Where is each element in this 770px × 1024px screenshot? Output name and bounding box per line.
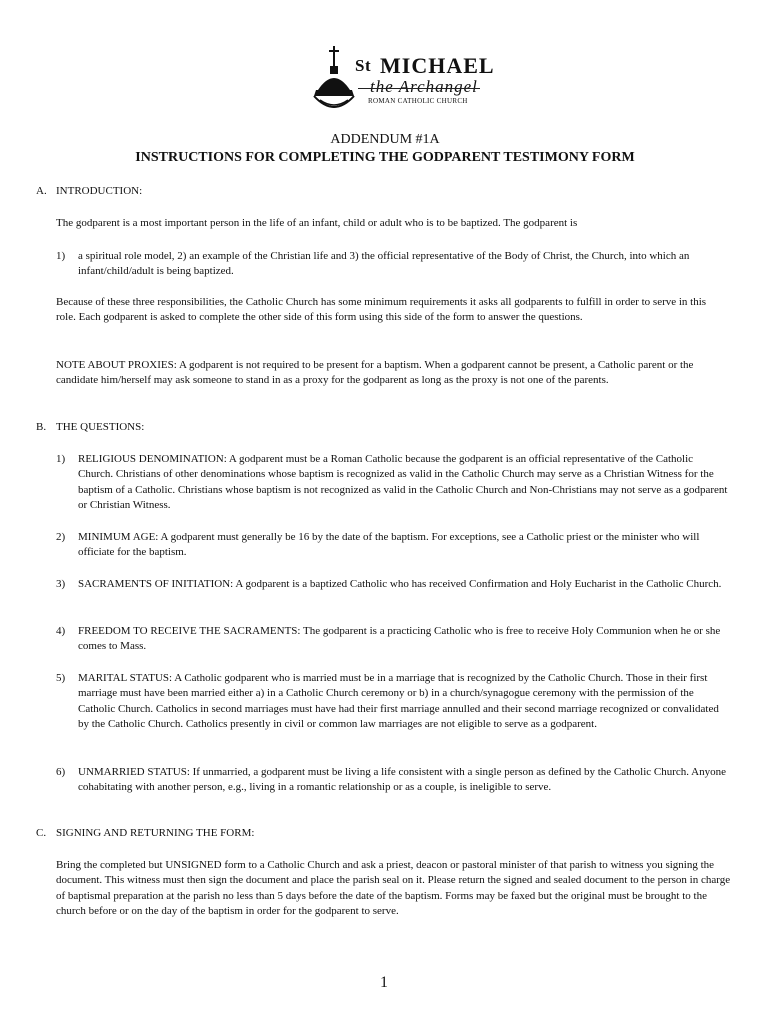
responsibilities-paragraph: Because of these three responsibilities, the Catholic Church has some minimum requirements it asks all godparents to fulfill in order to serve in this role. Each godparent is asked to complete the other side of this form using this side of the form to answer the questions. bbox=[56, 296, 707, 324]
section-b-heading: THE QUESTIONS: bbox=[56, 421, 145, 433]
logo-rule bbox=[358, 88, 480, 89]
question-3-marker: 3) bbox=[56, 578, 66, 590]
proxies-paragraph: NOTE ABOUT PROXIES: A godparent is not required to be present for a baptism. When a godparent cannot be present, a Catholic parent or the candidate him/herself may ask someone to stand in as a proxy for the godparent as long as the proxy is not one of the parents. bbox=[56, 359, 694, 387]
question-5-marker: 5) bbox=[56, 672, 66, 684]
question-4: FREEDOM TO RECEIVE THE SACRAMENTS: The godparent is a practicing Catholic who is free to receive Holy Communion when he or she comes to Mass. bbox=[78, 625, 721, 653]
logo-script: the Archangel bbox=[370, 77, 478, 96]
section-b-marker: B. bbox=[36, 421, 47, 433]
section-a-marker: A. bbox=[36, 185, 47, 197]
question-6: UNMARRIED STATUS: If unmarried, a godparent must be living a life consistent with a single person as defined by the Catholic Church. Anyone cohabitating with another person, e.g., living in a romantic relationship or as a couple, is ineligible to serve. bbox=[78, 766, 727, 794]
instructions-title: INSTRUCTIONS FOR COMPLETING THE GODPARENT TESTIMONY FORM bbox=[135, 150, 635, 165]
question-2: MINIMUM AGE: A godparent must generally be 16 by the date of the baptism. For exceptions, see a Catholic priest or the minister who will officiate for the baptism. bbox=[78, 531, 700, 559]
question-6-marker: 6) bbox=[56, 766, 66, 778]
question-1: RELIGIOUS DENOMINATION: A godparent must be a Roman Catholic because the godparent is an official representative of the Catholic Church. Christians of other denominations whose baptism is recognized as valid in the Catholic Church may serve as a Christian Witness for the baptism of a Catholic. Christians whose baptism is not recognized as valid in the Catholic Church and Non-Christians may not serve as a godparent or Christian Witness. bbox=[78, 453, 728, 512]
question-4-marker: 4) bbox=[56, 625, 66, 637]
section-c-heading: SIGNING AND RETURNING THE FORM: bbox=[56, 827, 255, 839]
logo-st: St bbox=[355, 56, 372, 75]
addendum-title: ADDENDUM #1A bbox=[330, 132, 440, 147]
page-number: 1 bbox=[380, 974, 388, 991]
logo-name: MICHAEL bbox=[380, 53, 495, 78]
question-5: MARITAL STATUS: A Catholic godparent who is married must be in a marriage that is recognized by the Catholic Church. Those in their first marriage must have been married either a) in a Catholic Church ceremony or b) in a church/synagogue ceremony with the permission of the Catholic Church. Catholics in second marriages must have had their first marriage annulled and their second marriage recognized or convalidated by the Catholic Church. Catholics presently in civil or common law marriages are not eligible to serve as a godparent. bbox=[78, 672, 719, 731]
intro-item: a spiritual role model, 2) an example of the Christian life and 3) the official representative of the Body of Christ, the Church, into which an infant/child/adult is being baptized. bbox=[78, 250, 690, 278]
signing-paragraph: Bring the completed but UNSIGNED form to a Catholic Church and ask a priest, deacon or pastoral minister of that parish to witness you signing the document. This witness must then sign the document and place the parish seal on it. Please return the signed and sealed document to the person in charge of baptismal preparation at the parish no less than 5 days before the date of the baptism. Forms may be faxed but the original must be brought to the church before or on the day of the baptism in order for the godparent to serve. bbox=[56, 859, 731, 918]
section-c-marker: C. bbox=[36, 827, 47, 839]
question-3: SACRAMENTS OF INITIATION: A godparent is a baptized Catholic who has received Confirmation and Holy Eucharist in the Catholic Church. bbox=[78, 578, 722, 590]
logo-subtitle: ROMAN CATHOLIC CHURCH bbox=[368, 97, 468, 105]
question-1-marker: 1) bbox=[56, 453, 66, 465]
question-2-marker: 2) bbox=[56, 531, 66, 543]
church-dome-icon bbox=[310, 44, 358, 116]
intro-paragraph: The godparent is a most important person in the life of an infant, child or adult who is to be baptized. The godparent is bbox=[56, 217, 578, 229]
intro-item-marker: 1) bbox=[56, 250, 66, 262]
section-a-heading: INTRODUCTION: bbox=[56, 185, 143, 197]
church-logo bbox=[310, 44, 495, 119]
